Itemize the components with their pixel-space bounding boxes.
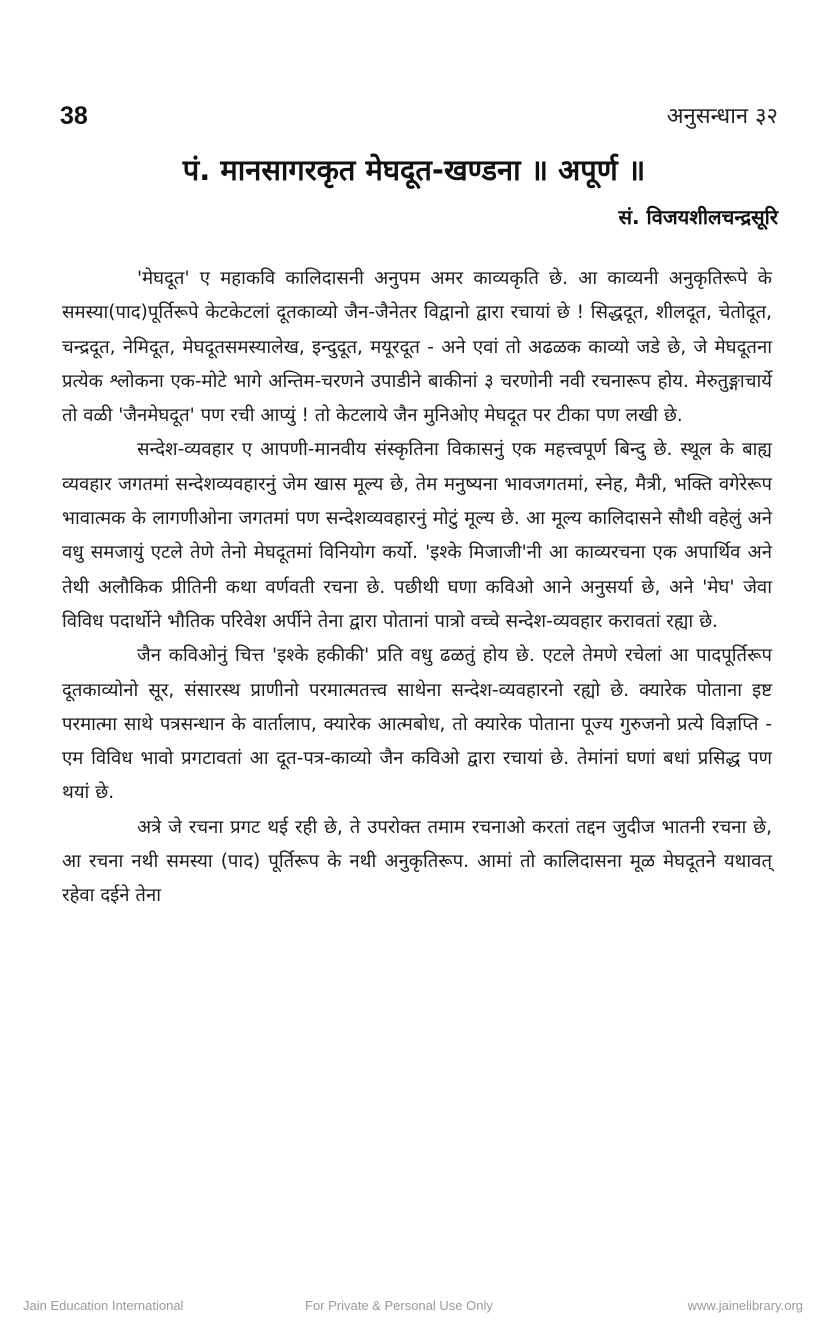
article-body (62, 262, 772, 914)
page-number: 38 (60, 102, 88, 130)
paragraph: 'मेघदूत' ए महाकवि कालिदासनी अनुपम अमर काव्यकृति छे. आ काव्यनी अनुकृतिरूपे के समस्या(पाद)पूर्तिरूपे केटकेटलां दूतकाव्यो जैन-जैनेतर विद्वानो द्वारा रचायां छे ! सिद्धदूत, शीलदूत, चेतोदूत, चन्द्रदूत, नेमिदूत, मेघदूतसमस्यालेख, इन्दुदूत, मयूरदूत - अने एवां तो अढळक काव्यो जडे छे, जे मेघदूतना प्रत्येक श्लोकना एक-मोटे भागे अन्तिम-चरणने उपाडीने बाकीनां ३ चरणोनी नवी रचनारूप होय. मेरुतुङ्गाचार्ये तो वळी 'जैनमेघदूत' पण रची आप्युं ! तो केटलाये जैन मुनिओए मेघदूत पर टीका पण लखी छे. (62, 268, 772, 427)
footer-website: www.jainelibrary.org (687, 1298, 803, 1313)
footer-publisher: Jain Education International (23, 1298, 184, 1313)
paragraph: अत्रे जे रचना प्रगट थई रही छे, ते उपरोक्त तमाम रचनाओ करतां तद्दन जुदीज भातनी रचना छे, आ रचना नथी समस्या (पाद) पूर्तिरूप के नथी अनुकृतिरूप. आमां तो कालिदासना मूळ मेघदूतने यथावत् रहेवा दईने तेना (62, 816, 772, 907)
article-title: पं. मानसागरकृत मेघदूत-खण्डना ॥ अपूर्ण ॥ (182, 153, 646, 187)
footer-usage-note: For Private & Personal Use Only (305, 1298, 493, 1313)
article-editor: सं. विजयशीलचन्द्रसूरि (618, 205, 778, 229)
paragraph: सन्देश-व्यवहार ए आपणी-मानवीय संस्कृतिना विकासनुं एक महत्त्वपूर्ण बिन्दु छे. स्थूल के बाह्य व्यवहार जगतमां सन्देशव्यवहारनुं जेम खास मूल्य छे, तेम मनुष्यना भावजगतमां, स्नेह, मैत्री, भक्ति वगेरेरूप भावात्मक के लागणीओना जगतमां पण सन्देशव्यवहारनुं मोटुं मूल्य छे. आ मूल्य कालिदासने सौथी वहेलुं अने वधु समजायुं एटले तेणे तेनो मेघदूतमां विनियोग कर्यो. 'इश्के मिजाजी'नी आ काव्यरचना एक अपार्थिव अने तेथी अलौकिक प्रीतिनी कथा वर्णवती रचना छे. पछीथी घणा कविओ आने अनुसर्या छे, अने 'मेघ' जेवा विविध पदार्थोने भौतिक परिवेश अर्पीने तेना द्वारा पोतानां पात्रो वच्चे सन्देश-व्यवहार करावतां रह्या छे. (62, 439, 772, 632)
page-footer (0, 1298, 828, 1318)
running-title: अनुसन्धान ३२ (666, 104, 778, 129)
paragraph: जैन कविओनुं चित्त 'इश्के हकीकी' प्रति वधु ढळतुं होय छे. एटले तेमणे रचेलां आ पादपूर्तिरूप दूतकाव्योनो सूर, संसारस्थ प्राणीनो परमात्मतत्त्व साथेना सन्देश-व्यवहारनो रह्यो छे. क्यारेक पोताना इष्ट परमात्मा साथे पत्रसन्धान के वार्तालाप, क्यारेक आत्मबोध, तो क्यारेक पोताना पूज्य गुरुजनो प्रत्ये विज्ञप्ति - एम विविध भावो प्रगटावतां आ दूत-पत्र-काव्यो जैन कविओ द्वारा रचायां छे. तेमांनां घणां बधां प्रसिद्ध पण थयां छे. (62, 645, 772, 804)
